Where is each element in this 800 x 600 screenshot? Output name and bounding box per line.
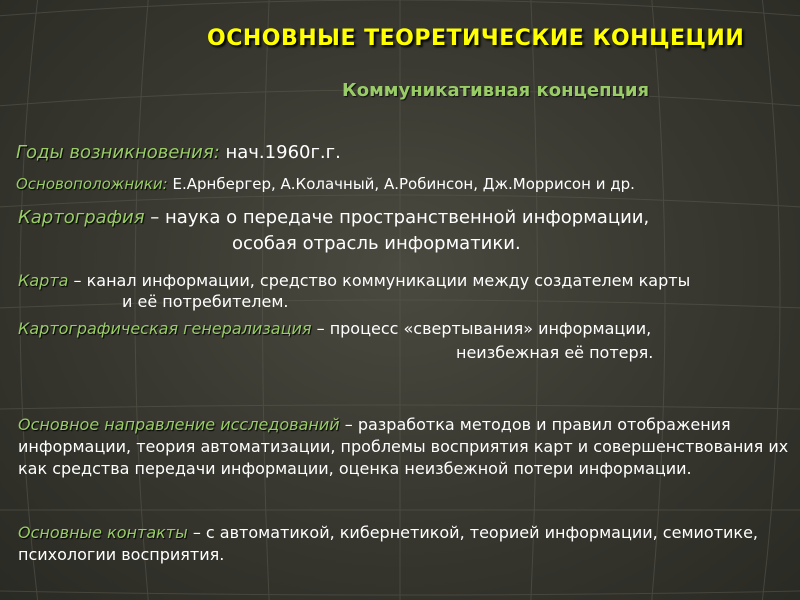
generalization-term: Картографическая генерализация bbox=[18, 319, 312, 338]
research-term: Основное направление исследований bbox=[18, 415, 340, 434]
map-line bbox=[18, 271, 690, 290]
generalization-definition-1: процесс «свертывания» информации, bbox=[329, 319, 652, 338]
contacts-dash: – bbox=[187, 523, 206, 542]
map-term: Карта bbox=[18, 271, 69, 290]
map-dash: – bbox=[68, 271, 87, 290]
cartography-term: Картография bbox=[18, 207, 145, 228]
founders-value: Е.Арнбергер, А.Колачный, А.Робинсон, Дж.Моррисон и др. bbox=[167, 175, 635, 193]
map-definition-2: и её потребителем. bbox=[122, 292, 289, 311]
cartography-line bbox=[18, 207, 649, 228]
cartography-definition-2: особая отрасль информатики. bbox=[232, 233, 521, 254]
generalization-dash: – bbox=[311, 319, 330, 338]
contacts-text: с автоматикой, кибернетикой, теорией информации, семиотике, психологии восприятия. bbox=[18, 523, 759, 564]
generalization-definition-2: неизбежная её потеря. bbox=[456, 343, 654, 362]
founders-term: Основоположники: bbox=[16, 175, 168, 193]
research-paragraph bbox=[18, 414, 800, 480]
research-dash: – bbox=[339, 415, 358, 434]
years-line bbox=[16, 142, 341, 163]
map-definition-1: канал информации, средство коммуникации между создателем карты bbox=[86, 271, 691, 290]
research-text: разработка методов и правил отображения информации, теория автоматизации, проблемы восприятия карт и совершенствования их как средства передачи информации, оценка неизбежной потери информации. bbox=[18, 415, 789, 478]
founders-line bbox=[16, 175, 635, 193]
contacts-paragraph bbox=[18, 522, 800, 566]
contacts-term: Основные контакты bbox=[18, 523, 188, 542]
cartography-dash: – bbox=[144, 207, 166, 228]
years-value: нач.1960г.г. bbox=[219, 142, 341, 163]
cartography-definition-1: наука о передаче пространственной информации, bbox=[165, 207, 650, 228]
years-term: Годы возникновения: bbox=[16, 142, 220, 163]
generalization-line bbox=[18, 319, 651, 338]
slide-title: ОСНОВНЫЕ ТЕОРЕТИЧЕСКИЕ КОНЦЕЦИИ bbox=[207, 26, 745, 51]
slide-subtitle: Коммуникативная концепция bbox=[342, 80, 650, 101]
